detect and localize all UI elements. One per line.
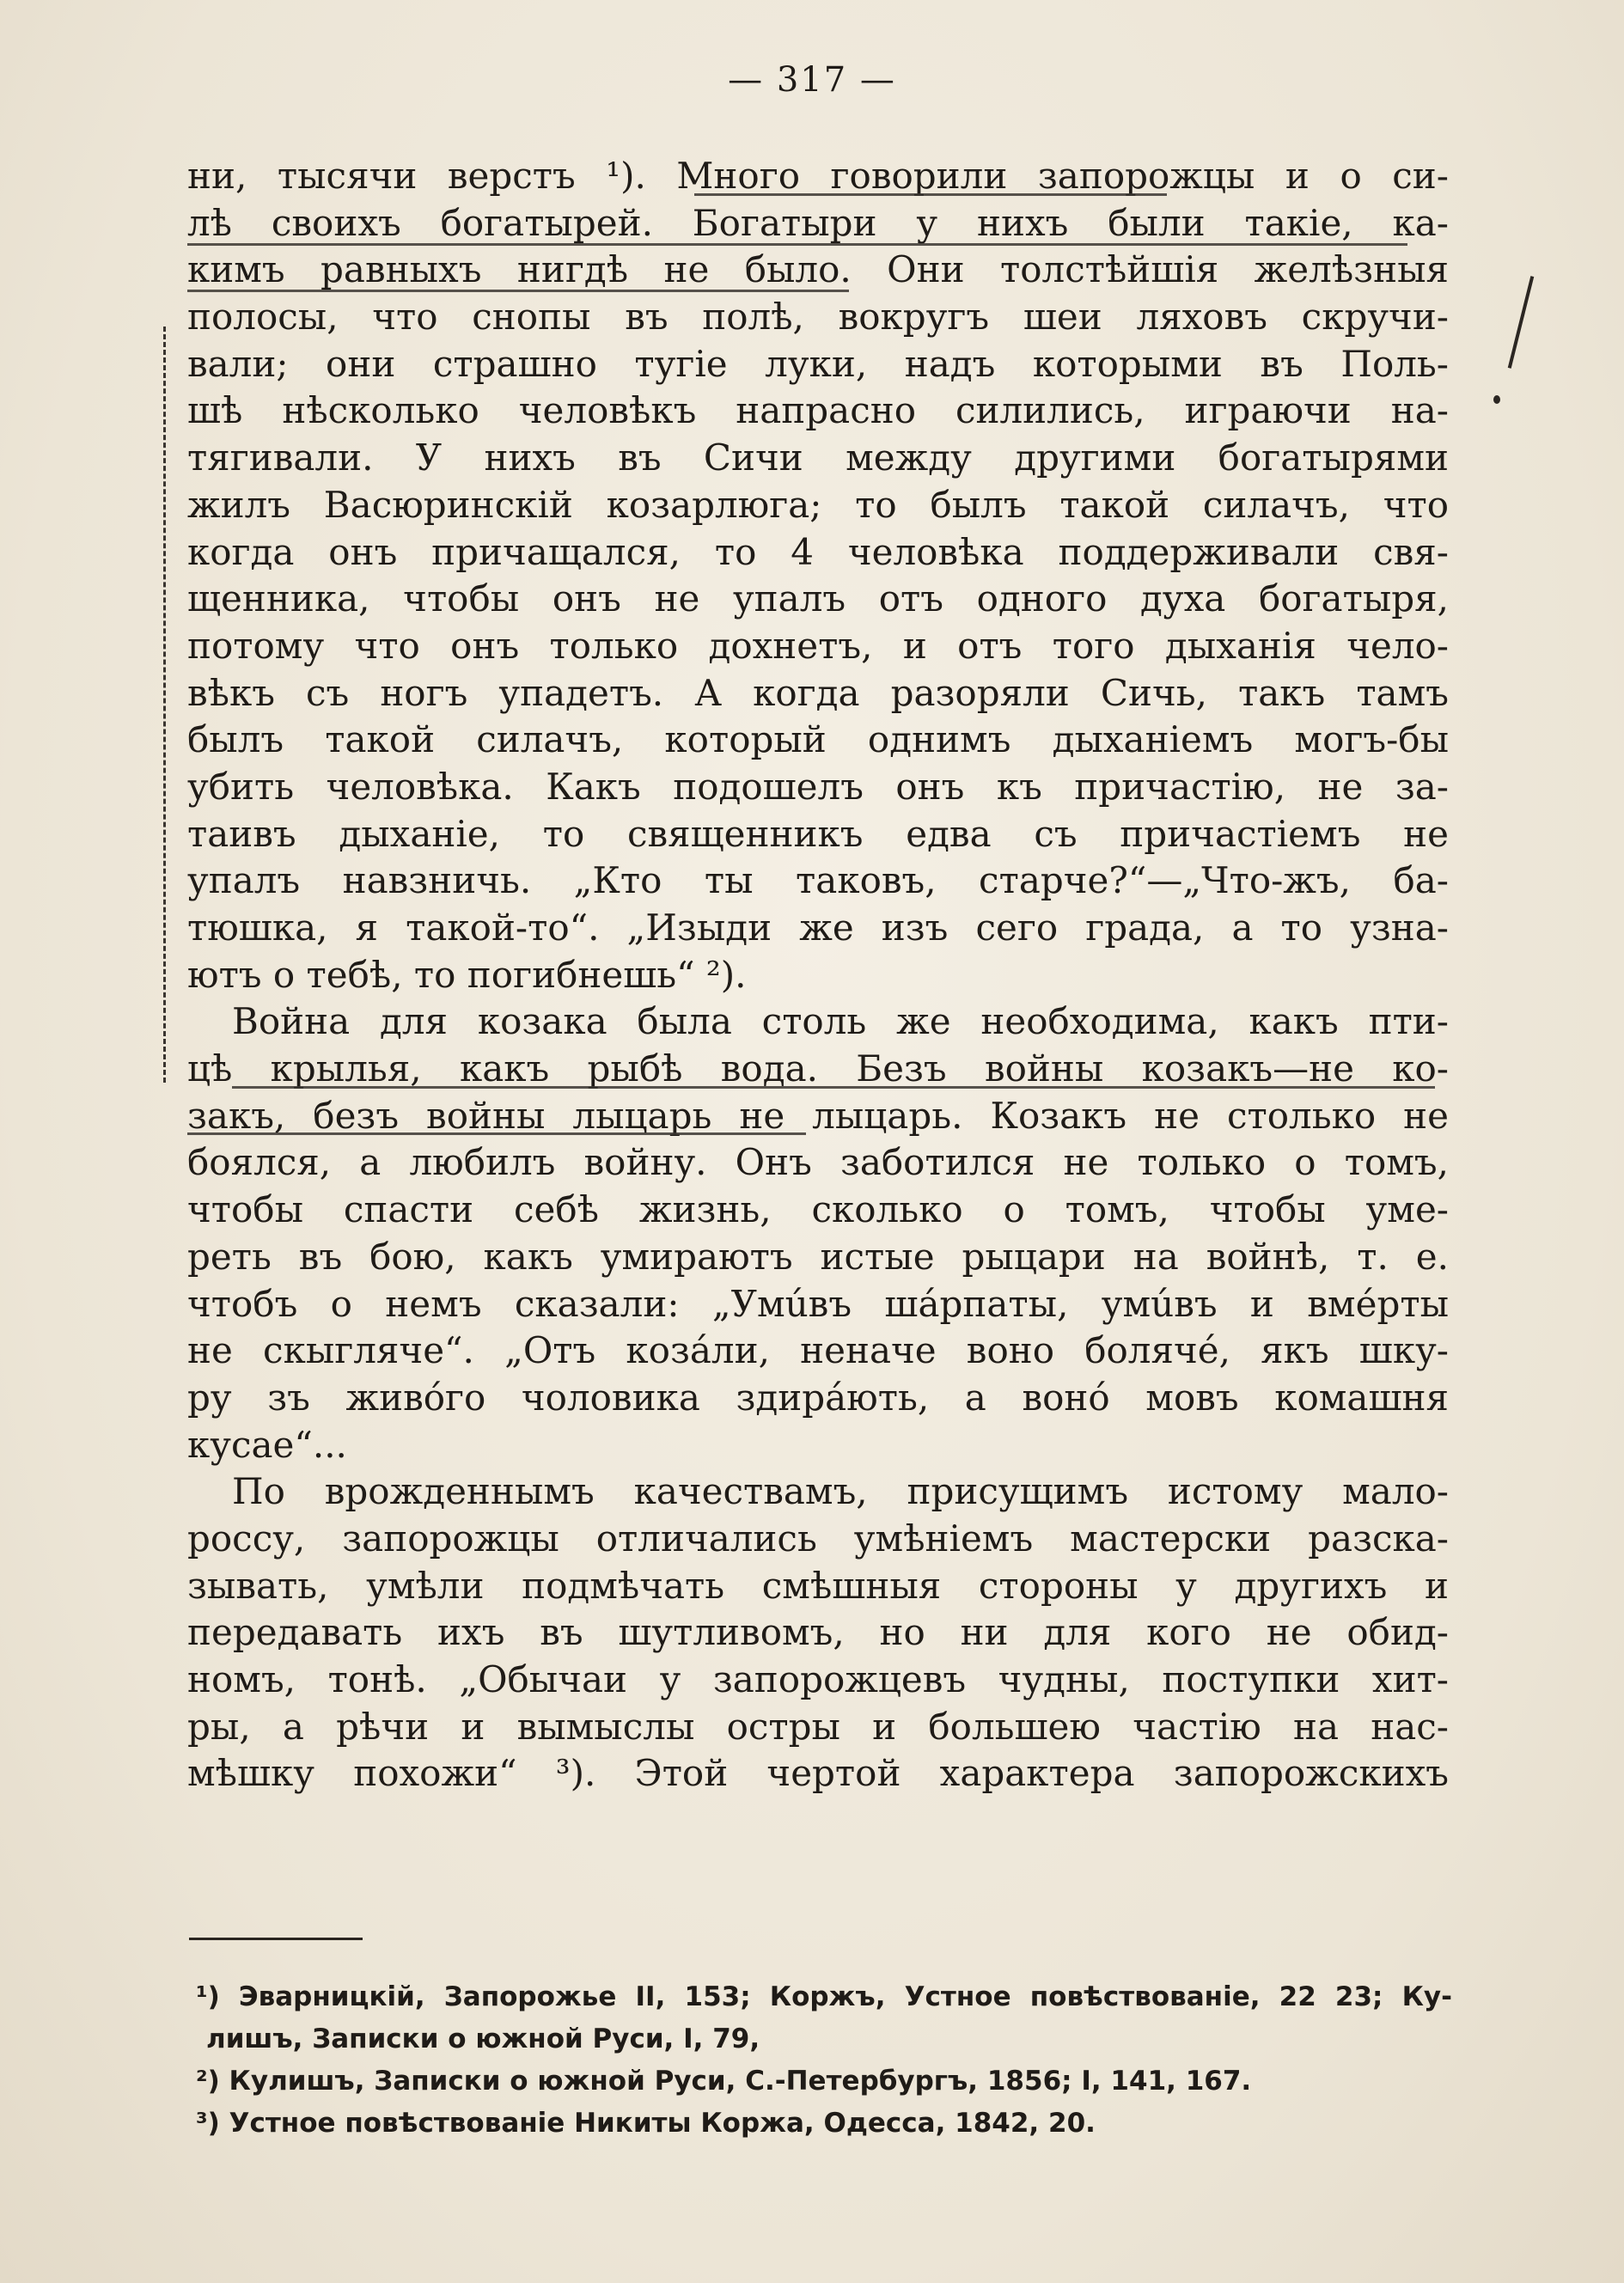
pencil-underline bbox=[187, 1132, 806, 1135]
text-line: кимъ равныхъ нигдѣ не было. Они толстѣйшія желѣзныя bbox=[187, 248, 1449, 291]
body-text bbox=[187, 153, 1449, 1798]
pencil-underline bbox=[187, 243, 1407, 246]
text-line: щенника, чтобы онъ не упалъ отъ одного духа богатыря, bbox=[187, 577, 1449, 620]
text-line: тюшка, я такой-то“. „Изыди же изъ сего града, а то узна- bbox=[187, 906, 1449, 949]
text-line: ютъ о тебѣ, то погибнешь“ ²). bbox=[187, 953, 747, 996]
text-line: не скыгляче“. „Отъ козáли, неначе воно болячé, якъ шку- bbox=[187, 1329, 1449, 1372]
footnote-line: лишъ, Записки о южной Руси, I, 79, bbox=[206, 2024, 760, 2054]
text-line: тягивали. У нихъ въ Сичи между другими богатырями bbox=[187, 436, 1449, 479]
text-line: ры, а рѣчи и вымыслы остры и большею частію на нас- bbox=[187, 1705, 1449, 1748]
text-line: чтобы спасти себѣ жизнь, сколько о томъ, чтобы уме- bbox=[187, 1188, 1449, 1231]
text-line: потому что онъ только дохнетъ, и отъ того дыханія чело- bbox=[187, 624, 1449, 667]
paragraph-start-line: Война для козака была столь же необходима, какъ пти- bbox=[232, 1000, 1449, 1043]
text-line: когда онъ причащался, то 4 человѣка поддерживали свя- bbox=[187, 530, 1449, 573]
text-line: вали; они страшно тугіе луки, надъ которыми въ Поль- bbox=[187, 342, 1449, 385]
text-line: ру зъ живóго чоловика здирáють, а вонó мовъ комашня bbox=[187, 1376, 1449, 1419]
text-line: номъ, тонѣ. „Обычаи у запорожцевъ чудны, поступки хит- bbox=[187, 1658, 1449, 1700]
margin-pencil-stroke bbox=[1508, 276, 1534, 369]
text-line: убить человѣка. Какъ подошелъ онъ къ причастію, не за- bbox=[187, 765, 1449, 808]
text-line: ни, тысячи верстъ ¹). Много говорили запорожцы и о си- bbox=[187, 155, 1449, 197]
text-line: шѣ нѣсколько человѣкъ напрасно силились, играючи на- bbox=[187, 389, 1449, 432]
text-line: боялся, а любилъ войну. Онъ заботился не только о томъ, bbox=[187, 1141, 1449, 1184]
pencil-underline bbox=[694, 193, 1167, 196]
pencil-underline bbox=[232, 1086, 1435, 1089]
pencil-underline bbox=[187, 290, 849, 292]
text-line: россу, запорожцы отличались умѣніемъ мастерски разска- bbox=[187, 1517, 1449, 1560]
footnote-line: ¹) Эварницкій, Запорожье II, 153; Коржъ, Устное повѣствованіе, 22 23; Ку- bbox=[196, 1981, 1452, 2012]
margin-pencil-dot bbox=[1493, 395, 1500, 404]
paragraph-start-line: По врожденнымъ качествамъ, присущимъ истому мало- bbox=[232, 1470, 1449, 1513]
text-line: упалъ навзничь. „Кто ты таковъ, старче?“—„Что-жъ, ба- bbox=[187, 859, 1449, 902]
footnotes bbox=[196, 1976, 1452, 2145]
page-number: — 317 — bbox=[728, 60, 896, 100]
text-line: мѣшку похожи“ ³). Этой чертой характера запорожскихъ bbox=[187, 1752, 1449, 1795]
text-line: чтобъ о немъ сказали: „Умúвъ шáрпаты, умúвъ и вмéрты bbox=[187, 1282, 1449, 1325]
text-line: передавать ихъ въ шутливомъ, но ни для кого не обид- bbox=[187, 1611, 1449, 1654]
text-line: лѣ своихъ богатырей. Богатыри у нихъ были такіе, ка- bbox=[187, 201, 1449, 244]
text-line: былъ такой силачъ, который однимъ дыханіемъ могъ-бы bbox=[187, 718, 1449, 761]
text-line: таивъ дыханіе, то священникъ едва съ причастіемъ не bbox=[187, 812, 1449, 855]
footnote-line: ³) Устное повѣствованіе Никиты Коржа, Одесса, 1842, 20. bbox=[196, 2108, 1096, 2139]
margin-bracket-mark bbox=[163, 327, 166, 1083]
text-line: кусае“... bbox=[187, 1423, 347, 1466]
text-line: жилъ Васюринскій козарлюга; то былъ такой силачъ, что bbox=[187, 483, 1449, 526]
text-line: полосы, что снопы въ полѣ, вокругъ шеи ляховъ скручи- bbox=[187, 296, 1449, 339]
footnote-line: ²) Кулишъ, Записки о южной Руси, С.-Петербургъ, 1856; I, 141, 167. bbox=[196, 2066, 1252, 2097]
text-line: цѣ крылья, какъ рыбѣ вода. Безъ войны козакъ—не ко- bbox=[187, 1047, 1449, 1090]
text-line: зывать, умѣли подмѣчать смѣшныя стороны у другихъ и bbox=[187, 1564, 1449, 1607]
footnote-separator bbox=[189, 1938, 363, 1940]
text-line: реть въ бою, какъ умираютъ истые рыцари на войнѣ, т. е. bbox=[187, 1235, 1449, 1278]
text-line: вѣкъ съ ногъ упадетъ. А когда разоряли Сичь, такъ тамъ bbox=[187, 671, 1449, 714]
text-line: закъ, безъ войны лыцарь не лыцарь. Козакъ не столько не bbox=[187, 1094, 1449, 1137]
